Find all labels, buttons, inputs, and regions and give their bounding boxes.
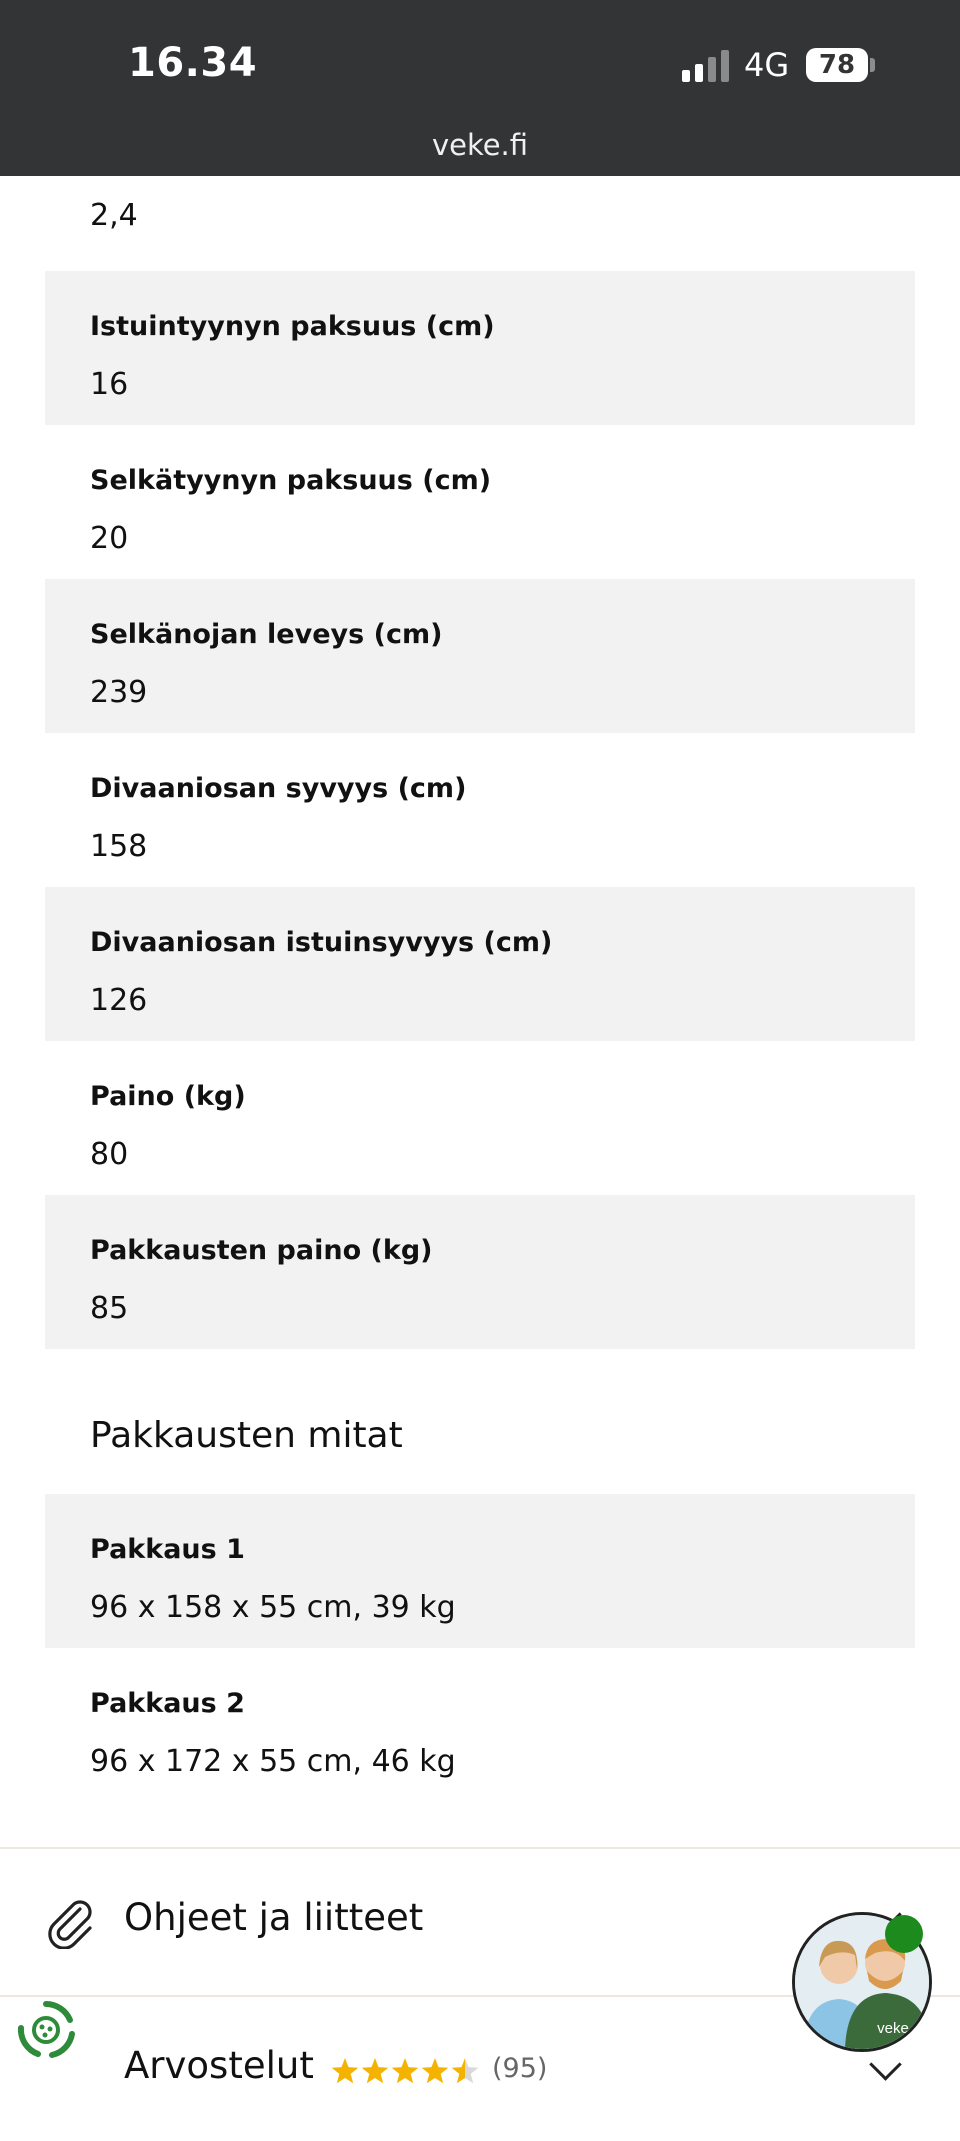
online-status-indicator xyxy=(885,1915,923,1953)
package-row xyxy=(45,1648,915,1802)
spec-label: Istuintyynyn paksuus (cm) xyxy=(90,311,495,342)
package-value: 96 x 172 x 55 cm, 46 kg xyxy=(90,1744,456,1779)
spec-value: 158 xyxy=(90,829,148,864)
spec-value: 20 xyxy=(90,521,129,556)
spec-value: 2,4 xyxy=(90,198,138,233)
spec-value: 85 xyxy=(90,1291,129,1326)
battery-icon: 78 xyxy=(806,48,868,82)
package-value: 96 x 158 x 55 cm, 39 kg xyxy=(90,1590,456,1625)
chevron-down-icon xyxy=(869,2048,902,2081)
package-dimensions-header xyxy=(0,1349,960,1494)
section-title: Pakkausten mitat xyxy=(90,1415,403,1456)
status-time: 16.34 xyxy=(128,40,258,86)
spec-label: Selkätyynyn paksuus (cm) xyxy=(90,465,492,496)
spec-row xyxy=(45,579,915,733)
battery-tip xyxy=(870,58,875,72)
spec-row xyxy=(45,1195,915,1349)
reviews-label: Arvostelut xyxy=(124,2044,314,2087)
product-details xyxy=(0,176,960,1802)
spec-label: Selkänojan leveys (cm) xyxy=(90,619,443,650)
spec-row xyxy=(45,733,915,887)
spec-row xyxy=(45,271,915,425)
chat-logo-text: veke xyxy=(877,2020,909,2037)
spec-table xyxy=(0,176,960,1349)
spec-row xyxy=(45,887,915,1041)
cellular-signal-icon xyxy=(680,50,730,82)
star-icon xyxy=(422,2058,449,2083)
address-bar-url[interactable]: veke.fi xyxy=(431,128,529,162)
eco-badge-icon[interactable] xyxy=(14,1998,78,2062)
rating-stars xyxy=(330,2055,480,2089)
package-label: Pakkaus 2 xyxy=(90,1688,245,1719)
spec-row xyxy=(45,1041,915,1195)
spec-label: Divaaniosan istuinsyvyys (cm) xyxy=(90,927,553,958)
star-icon xyxy=(392,2058,419,2083)
spec-label: Pakkausten paino (kg) xyxy=(90,1235,433,1266)
spec-value: 16 xyxy=(90,367,129,402)
spec-value: 80 xyxy=(90,1137,129,1172)
package-row xyxy=(45,1494,915,1648)
star-icon xyxy=(452,2058,479,2083)
spec-label: Paino (kg) xyxy=(90,1081,246,1112)
status-bar xyxy=(0,0,960,176)
attachments-label: Ohjeet ja liitteet xyxy=(124,1896,424,1939)
review-count: (95) xyxy=(492,2053,548,2084)
spec-value: 239 xyxy=(90,675,148,710)
spec-row xyxy=(45,425,915,579)
network-type: 4G xyxy=(744,46,790,84)
spec-label: Divaaniosan syvyys (cm) xyxy=(90,773,467,804)
star-icon xyxy=(332,2058,359,2083)
spec-value: 126 xyxy=(90,983,148,1018)
package-label: Pakkaus 1 xyxy=(90,1534,245,1565)
spec-row xyxy=(45,176,915,271)
star-icon xyxy=(362,2058,389,2083)
paperclip-icon xyxy=(44,1895,98,1949)
package-table xyxy=(0,1494,960,1802)
